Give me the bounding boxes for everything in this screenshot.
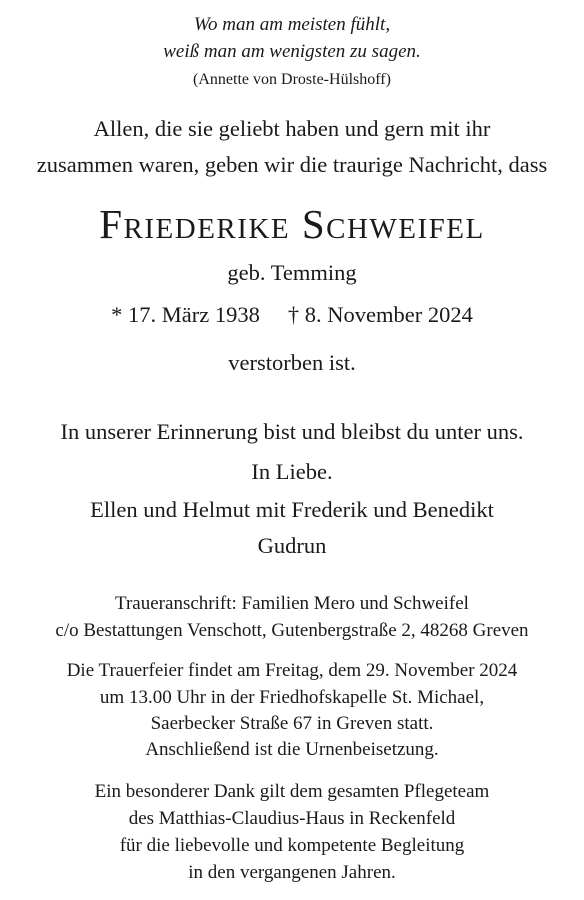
closing-phrase: verstorben ist. xyxy=(228,350,356,375)
address-line-2: c/o Bestattungen Venschott, Gutenbergstraße 2, 48268 Greven xyxy=(55,620,529,641)
ceremony-line-3: Saerbecker Straße 67 in Greven statt. xyxy=(150,713,434,734)
address-line-1: Traueranschrift: Familien Mero und Schweifel xyxy=(115,593,469,614)
quote-author: (Annette von Droste-Hülshoff) xyxy=(193,71,391,88)
quote-line-2: weiß man am wenigsten zu sagen. xyxy=(163,41,421,62)
maiden-name: geb. Temming xyxy=(227,260,357,285)
ceremony-line-2: um 13.00 Uhr in der Friedhofskapelle St. Michael, xyxy=(99,687,485,708)
birth-date: * 17. März 1938 xyxy=(111,302,260,327)
quote-line-1: Wo man am meisten fühlt, xyxy=(193,14,391,35)
ceremony-line-4: Anschließend ist die Urnenbeisetzung. xyxy=(145,739,439,760)
signoff-greeting: In Liebe. xyxy=(251,459,333,484)
life-dates xyxy=(0,302,584,328)
thanks-line-3: für die liebevolle und kompetente Begleitung xyxy=(119,835,465,856)
signoff-family-2: Gudrun xyxy=(257,533,327,558)
thanks-line-1: Ein besonderer Dank gilt dem gesamten Pflegeteam xyxy=(94,781,490,802)
memory-line: In unserer Erinnerung bist und bleibst du unter uns. xyxy=(60,419,524,444)
intro-line-2: zusammen waren, geben wir die traurige Nachricht, dass xyxy=(36,152,548,177)
signoff-family-1: Ellen und Helmut mit Frederik und Benedikt xyxy=(90,497,494,522)
death-date: † 8. November 2024 xyxy=(287,302,473,327)
thanks-line-2: des Matthias-Claudius-Haus in Reckenfeld xyxy=(128,808,456,829)
intro-line-1: Allen, die sie geliebt haben und gern mit ihr xyxy=(93,116,491,141)
thanks-line-4: in den vergangenen Jahren. xyxy=(188,862,396,883)
ceremony-line-1: Die Trauerfeier findet am Freitag, dem 29. November 2024 xyxy=(66,660,518,681)
deceased-name: Friederike Schweifel xyxy=(99,201,485,247)
